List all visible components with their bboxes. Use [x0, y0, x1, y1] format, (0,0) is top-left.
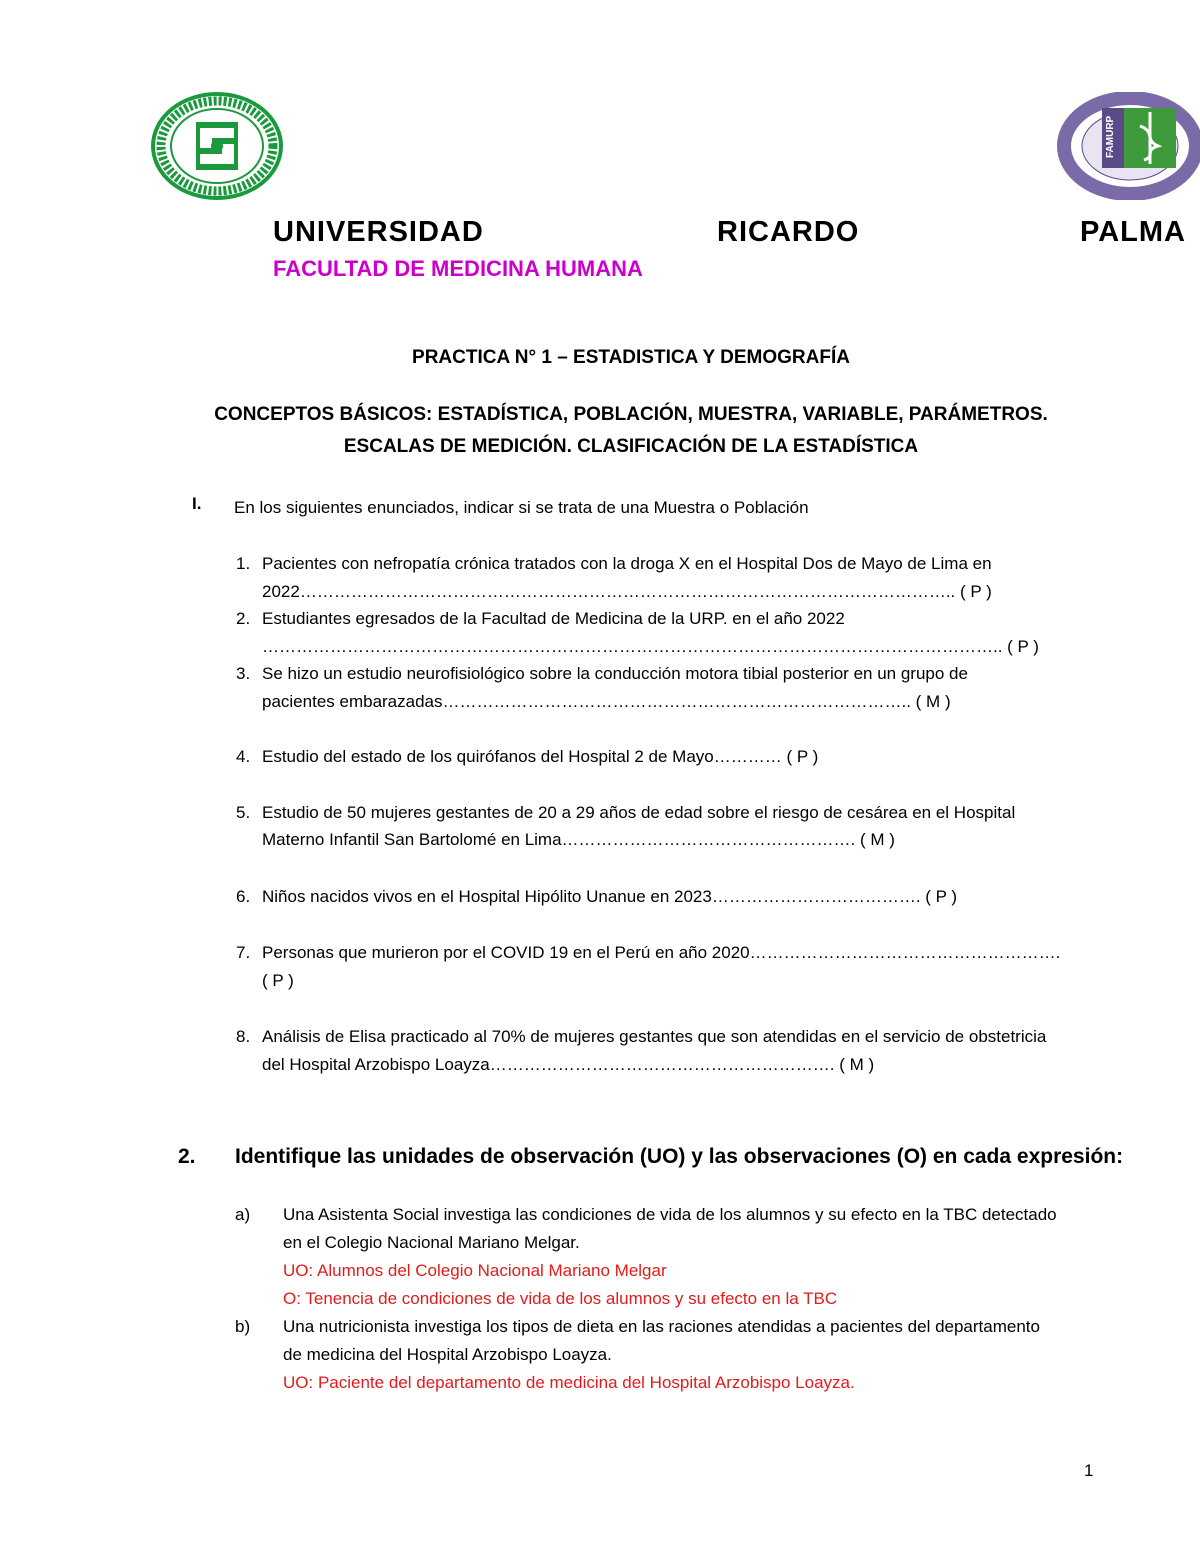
section2-number: 2.	[178, 1145, 196, 1168]
urp-seal-logo	[150, 92, 284, 200]
section1-instruction: En los siguientes enunciados, indicar si se trata de una Muestra o Población	[234, 498, 809, 517]
item-number: 7.	[236, 943, 251, 962]
subitem-a-uo-answer: UO: Alumnos del Colegio Nacional Mariano Melgar	[283, 1261, 667, 1280]
list-item	[236, 1023, 1166, 1078]
item-number: 6.	[236, 886, 251, 906]
subitem-a-label: a)	[235, 1205, 251, 1224]
item-number: 4.	[236, 747, 251, 766]
university-word-3: PALMA	[1080, 216, 1186, 248]
item-line2: pacientes embarazadas……………………………………………………………………….. ( M )	[262, 691, 951, 711]
item-line1: Se hizo un estudio neurofisiológico sobre la conducción motora tibial posterior en un grupo de	[262, 664, 968, 683]
subitem-b-line1: Una nutricionista investiga los tipos de dieta en las raciones atendidas a pacientes del departamento	[283, 1317, 1040, 1336]
list-item	[236, 883, 1166, 911]
item-line1: Estudio de 50 mujeres gestantes de 20 a 29 años de edad sobre el riesgo de cesárea en el Hospital	[262, 802, 1016, 822]
item-number: 1.	[236, 554, 251, 573]
list-item	[236, 743, 1166, 771]
section1-number: I.	[192, 494, 202, 513]
concepts-title-line1: CONCEPTOS BÁSICOS: ESTADÍSTICA, POBLACIÓN, MUESTRA, VARIABLE, PARÁMETROS.	[214, 404, 1048, 425]
page-number: 1	[1084, 1461, 1094, 1480]
subitem-a-line1: Una Asistenta Social investiga las condiciones de vida de los alumnos y su efecto en la TBC detectado	[283, 1205, 1057, 1224]
item-number: 2.	[236, 609, 251, 628]
list-item	[236, 939, 1166, 994]
item-number: 8.	[236, 1027, 251, 1046]
item-line1: Niños nacidos vivos en el Hospital Hipólito Unanue en 2023………………………………. ( P )	[262, 886, 958, 906]
subitem-a	[283, 1201, 1173, 1313]
item-line2: 2022…………………………………………………………………………………………………….. ( P )	[262, 581, 992, 601]
list-item	[236, 605, 1166, 660]
item-number: 3.	[236, 664, 251, 683]
svg-text:FAMURP: FAMURP	[1105, 115, 1116, 158]
concepts-title-line2: ESCALAS DE MEDICIÓN. CLASIFICACIÓN DE LA ESTADÍSTICA	[343, 436, 919, 457]
item-number: 5.	[236, 802, 251, 822]
list-item	[236, 799, 1166, 854]
faculty-name: FACULTAD DE MEDICINA HUMANA	[273, 256, 643, 281]
item-line2: ( P )	[262, 970, 294, 990]
subitem-b-label: b)	[235, 1317, 251, 1336]
item-line1: Análisis de Elisa practicado al 70% de mujeres gestantes que son atendidas en el servicio de obstetricia	[262, 1027, 1047, 1046]
item-line1: Estudiantes egresados de la Facultad de Medicina de la URP. en el año 2022	[262, 609, 845, 628]
section2-instruction: Identifique las unidades de observación (UO) y las observaciones (O) en cada expresión:	[235, 1145, 1124, 1168]
item-line1: Pacientes con nefropatía crónica tratados con la droga X en el Hospital Dos de Mayo de Lima en	[262, 554, 992, 573]
subitem-b	[283, 1313, 1173, 1397]
item-line2: ………………………………………………………………………………………………………………….. ( P )	[262, 636, 1039, 656]
section1-list	[236, 550, 1166, 1078]
subitem-a-line2: en el Colegio Nacional Mariano Melgar.	[283, 1233, 580, 1252]
subitem-b-line2: de medicina del Hospital Arzobispo Loayza.	[283, 1345, 612, 1364]
subitem-a-o-answer: O: Tenencia de condiciones de vida de los alumnos y su efecto en la TBC	[283, 1289, 838, 1308]
university-word-2: RICARDO	[717, 216, 860, 248]
item-line2: del Hospital Arzobispo Loayza……………………………………………………. ( M )	[262, 1054, 875, 1074]
practice-title: PRACTICA N° 1 – ESTADISTICA Y DEMOGRAFÍA	[412, 347, 850, 368]
item-line1: Estudio del estado de los quirófanos del Hospital 2 de Mayo………… ( P )	[262, 747, 819, 766]
item-line1: Personas que murieron por el COVID 19 en el Perú en año 2020……………………………………………….	[262, 943, 1061, 962]
list-item	[236, 550, 1166, 605]
list-item	[236, 660, 1166, 715]
subitem-b-uo-answer: UO: Paciente del departamento de medicina del Hospital Arzobispo Loayza.	[283, 1373, 855, 1392]
item-line2: Materno Infantil San Bartolomé en Lima……………………………………………. ( M )	[262, 830, 895, 849]
university-word-1: UNIVERSIDAD	[273, 216, 484, 248]
famurp-seal-logo	[1044, 92, 1200, 200]
